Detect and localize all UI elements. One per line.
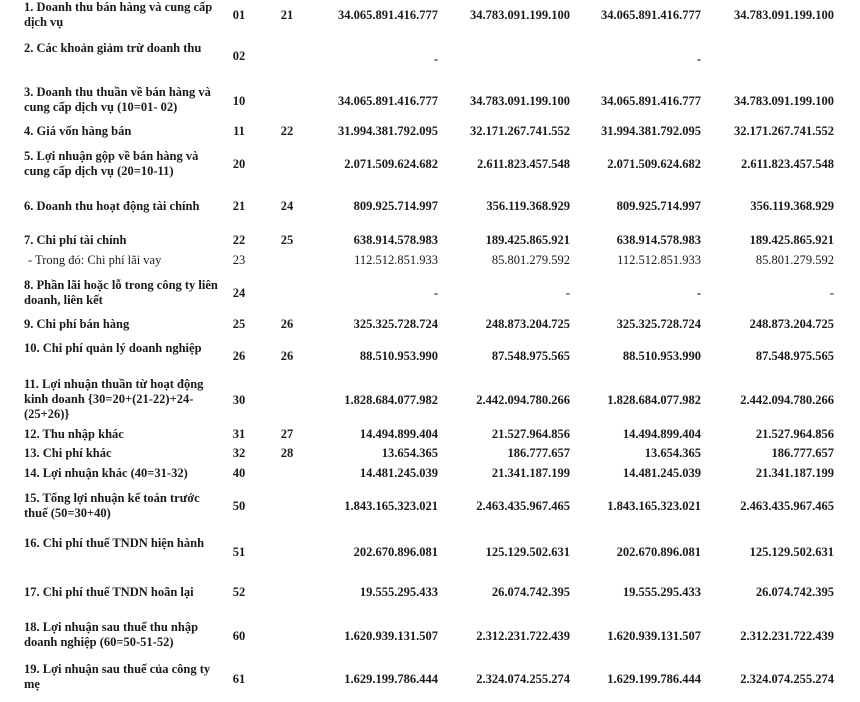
value-col-3: 19.555.295.433: [622, 585, 701, 599]
value-col-2: -: [565, 286, 570, 300]
value-col-2: 356.119.368.929: [486, 199, 570, 213]
line-item-note: 22: [280, 124, 294, 138]
value-col-1: -: [433, 286, 438, 300]
value-col-3: 809.925.714.997: [616, 199, 701, 213]
value-col-3: 1.843.165.323.021: [607, 499, 701, 513]
line-item-code: 31: [232, 427, 246, 441]
value-col-3: 2.071.509.624.682: [607, 157, 701, 171]
value-col-4: 21.341.187.199: [755, 466, 834, 480]
value-col-3: 1.828.684.077.982: [607, 393, 701, 407]
value-col-2: 26.074.742.395: [491, 585, 570, 599]
value-col-4: 2.463.435.967.465: [740, 499, 834, 513]
value-col-2: 125.129.502.631: [485, 545, 570, 559]
line-item-code: 25: [232, 317, 246, 331]
value-col-3: -: [696, 286, 701, 300]
value-col-3: 34.065.891.416.777: [601, 94, 701, 108]
value-col-3: 14.481.245.039: [622, 466, 701, 480]
value-col-4: -: [829, 286, 834, 300]
value-col-2: 2.324.074.255.274: [476, 672, 570, 686]
value-col-1: 638.914.578.983: [353, 233, 438, 247]
value-col-3: 638.914.578.983: [616, 233, 701, 247]
line-item-code: 21: [232, 199, 246, 213]
value-col-1: 34.065.891.416.777: [338, 94, 438, 108]
value-col-4: 87.548.975.565: [755, 349, 834, 363]
line-item-name: 9. Chi phí bán hàng: [24, 317, 130, 331]
line-item-note: 26: [280, 317, 294, 331]
value-col-1: 19.555.295.433: [359, 585, 438, 599]
value-col-3: 202.670.896.081: [616, 545, 701, 559]
line-item-name: 6. Doanh thu hoạt động tài chính: [24, 199, 200, 213]
line-item-name: 8. Phần lãi hoặc lỗ trong công ty liên doanh, liên kết: [24, 278, 218, 307]
line-item-code: 50: [232, 499, 246, 513]
line-item-code: 20: [232, 157, 246, 171]
value-col-3: 1.629.199.786.444: [607, 672, 701, 686]
value-col-4: 125.129.502.631: [749, 545, 834, 559]
line-item-note: 21: [280, 8, 294, 22]
line-item-code: 02: [232, 49, 246, 63]
line-item-name: 10. Chi phí quản lý doanh nghiệp: [24, 341, 202, 355]
value-col-1: 88.510.953.990: [359, 349, 438, 363]
line-item-name: 4. Giá vốn hàng bán: [24, 124, 132, 138]
value-col-1: 13.654.365: [381, 446, 438, 460]
line-item-name: 2. Các khoản giảm trừ doanh thu: [24, 41, 202, 55]
value-col-4: 32.171.267.741.552: [734, 124, 834, 138]
line-item-code: 52: [232, 585, 246, 599]
value-col-1: 112.512.851.933: [354, 253, 438, 267]
line-item-note: 26: [280, 349, 294, 363]
line-item-code: 10: [232, 94, 246, 108]
value-col-3: 88.510.953.990: [622, 349, 701, 363]
line-item-code: 32: [232, 446, 246, 460]
value-col-2: 34.783.091.199.100: [470, 94, 570, 108]
value-col-2: 189.425.865.921: [485, 233, 570, 247]
line-item-code: 11: [233, 124, 245, 138]
line-item-code: 30: [232, 393, 246, 407]
value-col-4: 2.442.094.780.266: [740, 393, 834, 407]
value-col-4: 34.783.091.199.100: [734, 94, 834, 108]
value-col-1: 809.925.714.997: [353, 199, 438, 213]
line-item-name: 5. Lợi nhuận gộp về bán hàng và cung cấp dịch vụ (20=10-11): [24, 149, 199, 178]
line-item-note: 25: [280, 233, 294, 247]
value-col-3: 112.512.851.933: [617, 253, 701, 267]
value-col-2: 2.442.094.780.266: [476, 393, 570, 407]
value-col-3: 1.620.939.131.507: [607, 629, 701, 643]
value-col-3: 13.654.365: [644, 446, 701, 460]
line-item-code: 26: [232, 349, 246, 363]
value-col-2: 34.783.091.199.100: [470, 8, 570, 22]
value-col-4: 189.425.865.921: [749, 233, 834, 247]
value-col-3: 325.325.728.724: [616, 317, 701, 331]
value-col-1: 2.071.509.624.682: [344, 157, 438, 171]
line-item-name: 7. Chi phí tài chính: [24, 233, 127, 247]
value-col-4: 34.783.091.199.100: [734, 8, 834, 22]
value-col-4: 85.801.279.592: [755, 253, 834, 267]
value-col-3: 14.494.899.404: [622, 427, 701, 441]
line-item-note: 24: [280, 199, 294, 213]
value-col-1: 202.670.896.081: [353, 545, 438, 559]
value-col-4: 2.324.074.255.274: [740, 672, 834, 686]
value-col-2: 21.341.187.199: [491, 466, 570, 480]
value-col-4: 2.312.231.722.439: [740, 629, 834, 643]
value-col-2: 186.777.657: [507, 446, 570, 460]
value-col-1: 31.994.381.792.095: [338, 124, 438, 138]
value-col-1: 1.843.165.323.021: [344, 499, 438, 513]
line-item-name: 19. Lợi nhuận sau thuế của công ty mẹ: [24, 662, 211, 691]
value-col-1: 1.629.199.786.444: [344, 672, 438, 686]
line-item-code: 61: [232, 672, 246, 686]
line-item-code: 60: [232, 629, 246, 643]
value-col-3: -: [696, 52, 701, 66]
line-item-name: 14. Lợi nhuận khác (40=31-32): [24, 466, 188, 480]
value-col-1: 14.494.899.404: [359, 427, 438, 441]
value-col-4: 21.527.964.856: [755, 427, 834, 441]
value-col-2: 2.312.231.722.439: [476, 629, 570, 643]
value-col-1: 34.065.891.416.777: [338, 8, 438, 22]
line-item-code: 24: [232, 286, 246, 300]
value-col-1: 1.620.939.131.507: [344, 629, 438, 643]
line-item-code: 23: [232, 253, 246, 267]
value-col-2: 32.171.267.741.552: [470, 124, 570, 138]
line-item-name: 3. Doanh thu thuần về bán hàng và cung cấp dịch vụ (10=01- 02): [24, 85, 211, 114]
value-col-2: 21.527.964.856: [491, 427, 570, 441]
value-col-4: 356.119.368.929: [750, 199, 834, 213]
line-item-code: 40: [232, 466, 246, 480]
value-col-2: 2.611.823.457.548: [476, 157, 570, 171]
line-item-name: 16. Chi phí thuế TNDN hiện hành: [24, 536, 205, 550]
line-item-note: 27: [280, 427, 294, 441]
line-item-name: 12. Thu nhập khác: [24, 427, 124, 441]
line-item-name: 1. Doanh thu bán hàng và cung cấp dịch vụ: [24, 0, 213, 29]
value-col-2: 87.548.975.565: [491, 349, 570, 363]
line-item-note: 28: [280, 446, 294, 460]
value-col-4: 186.777.657: [771, 446, 834, 460]
value-col-2: 85.801.279.592: [491, 253, 570, 267]
value-col-4: 2.611.823.457.548: [740, 157, 834, 171]
line-item-name: 18. Lợi nhuận sau thuế thu nhập doanh nghiệp (60=50-51-52): [24, 620, 199, 649]
line-item-name: 13. Chi phí khác: [24, 446, 112, 460]
line-item-name: 17. Chi phí thuế TNDN hoãn lại: [24, 585, 194, 599]
value-col-1: -: [433, 52, 438, 66]
value-col-1: 325.325.728.724: [353, 317, 438, 331]
line-item-name: 15. Tổng lợi nhuận kế toán trước thuế (50=30+40): [24, 491, 200, 520]
line-item-code: 51: [232, 545, 246, 559]
line-item-code: 22: [232, 233, 246, 247]
line-item-code: 01: [232, 8, 246, 22]
value-col-3: 34.065.891.416.777: [601, 8, 701, 22]
value-col-2: 248.873.204.725: [485, 317, 570, 331]
line-item-name: 11. Lợi nhuận thuần từ hoạt động kinh doanh {30=20+(21-22)+24-(25+26)}: [24, 377, 204, 421]
value-col-4: 26.074.742.395: [755, 585, 834, 599]
value-col-2: 2.463.435.967.465: [476, 499, 570, 513]
value-col-4: 248.873.204.725: [749, 317, 834, 331]
value-col-1: 14.481.245.039: [359, 466, 438, 480]
value-col-1: 1.828.684.077.982: [344, 393, 438, 407]
value-col-3: 31.994.381.792.095: [601, 124, 701, 138]
line-item-name: - Trong đó: Chi phí lãi vay: [28, 253, 162, 267]
